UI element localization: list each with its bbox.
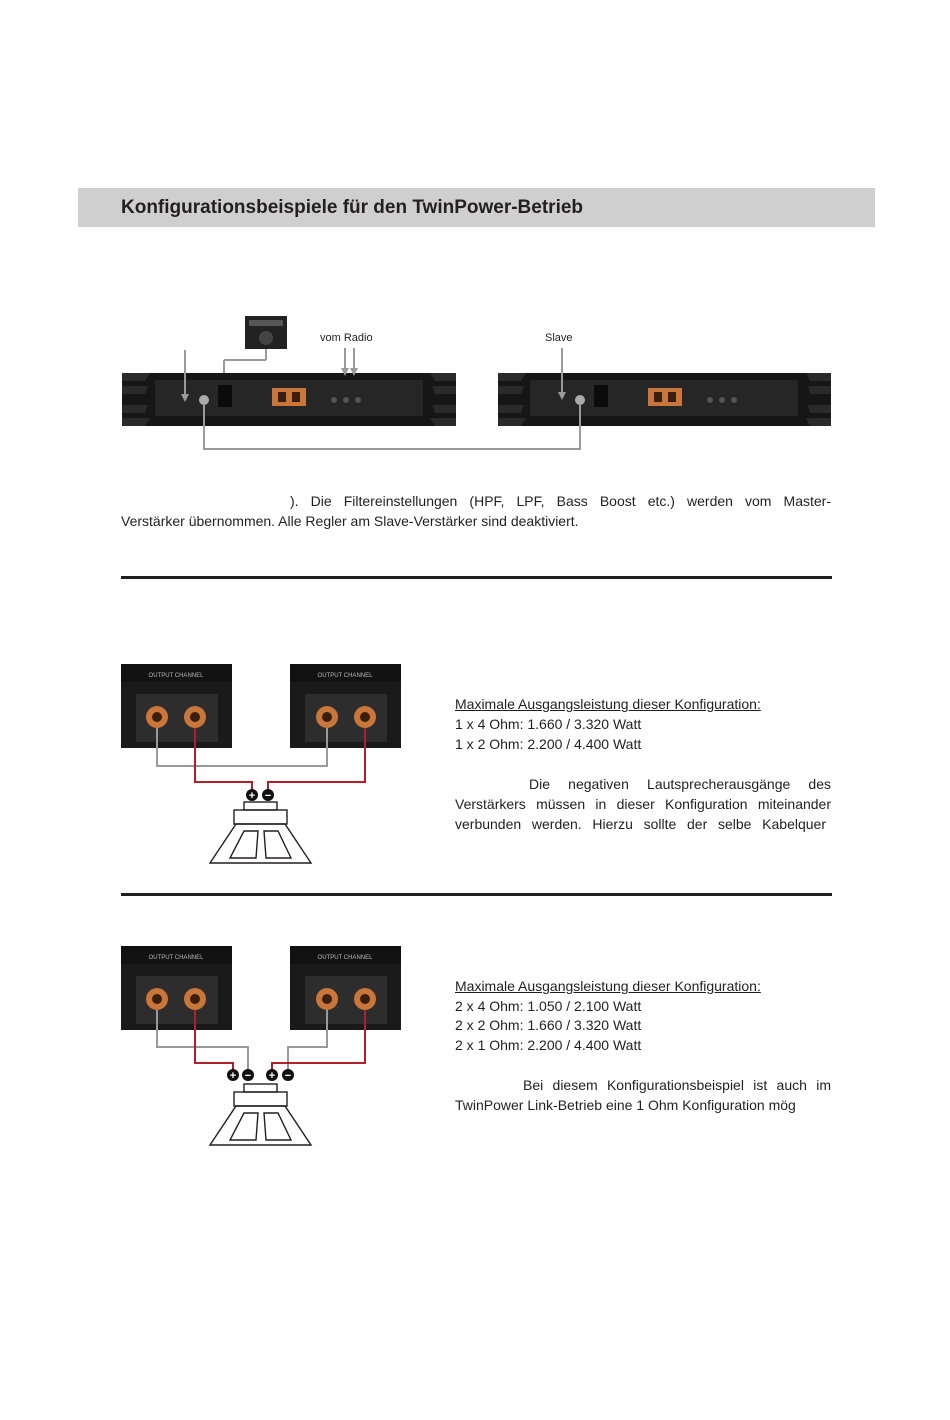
amp-label-right: OUTPUT CHANNEL (317, 673, 373, 679)
amp-label-left-2: OUTPUT CHANNEL (148, 955, 204, 961)
config1-line-1: 1 x 4 Ohm: 1.660 / 3.320 Watt (455, 716, 642, 732)
section-title: Konfigurationsbeispiele für den TwinPower-Betrieb (121, 197, 584, 218)
label-vom-radio: vom Radio (320, 332, 373, 344)
config2-note-1: Bei diesem Konfigurationsbeispiel ist auch im (523, 1077, 831, 1093)
config2-line-1: 2 x 4 Ohm: 1.050 / 2.100 Watt (455, 998, 642, 1014)
amp-label-right-2: OUTPUT CHANNEL (317, 955, 373, 961)
config2-line-2: 2 x 2 Ohm: 1.660 / 3.320 Watt (455, 1017, 642, 1033)
label-slave: Slave (545, 332, 573, 344)
config1-note-2: Verstärkers müssen in dieser Konfiguration miteinander (455, 796, 831, 812)
amp-label-left: OUTPUT CHANNEL (148, 673, 204, 679)
svg-text:−: − (284, 1070, 292, 1082)
svg-text:+: + (268, 1070, 276, 1082)
config2-note-2: TwinPower Link-Betrieb eine 1 Ohm Konfiguration mög (455, 1097, 796, 1113)
config1-note-1: Die negativen Lautsprecherausgänge des (529, 776, 831, 792)
config1-note-3: verbunden werden. Hierzu sollte der selbe Kabelquer (455, 816, 826, 832)
svg-text:+: + (248, 790, 256, 802)
speaker-icon-2 (210, 1084, 311, 1145)
config1-line-2: 1 x 2 Ohm: 2.200 / 4.400 Watt (455, 736, 642, 752)
intro-line-2: Verstärker übernommen. Alle Regler am Slave-Verstärker sind deaktiviert. (121, 513, 579, 529)
svg-text:−: − (264, 790, 272, 802)
svg-text:+: + (229, 1070, 237, 1082)
config1-heading: Maximale Ausgangsleistung dieser Konfiguration: (455, 696, 761, 712)
config2-line-3: 2 x 1 Ohm: 2.200 / 4.400 Watt (455, 1037, 642, 1053)
intro-line-1: ). Die Filtereinstellungen (HPF, LPF, Bass Boost etc.) werden vom Master- (290, 493, 831, 509)
svg-text:−: − (244, 1070, 252, 1082)
config2-heading: Maximale Ausgangsleistung dieser Konfiguration: (455, 978, 761, 994)
